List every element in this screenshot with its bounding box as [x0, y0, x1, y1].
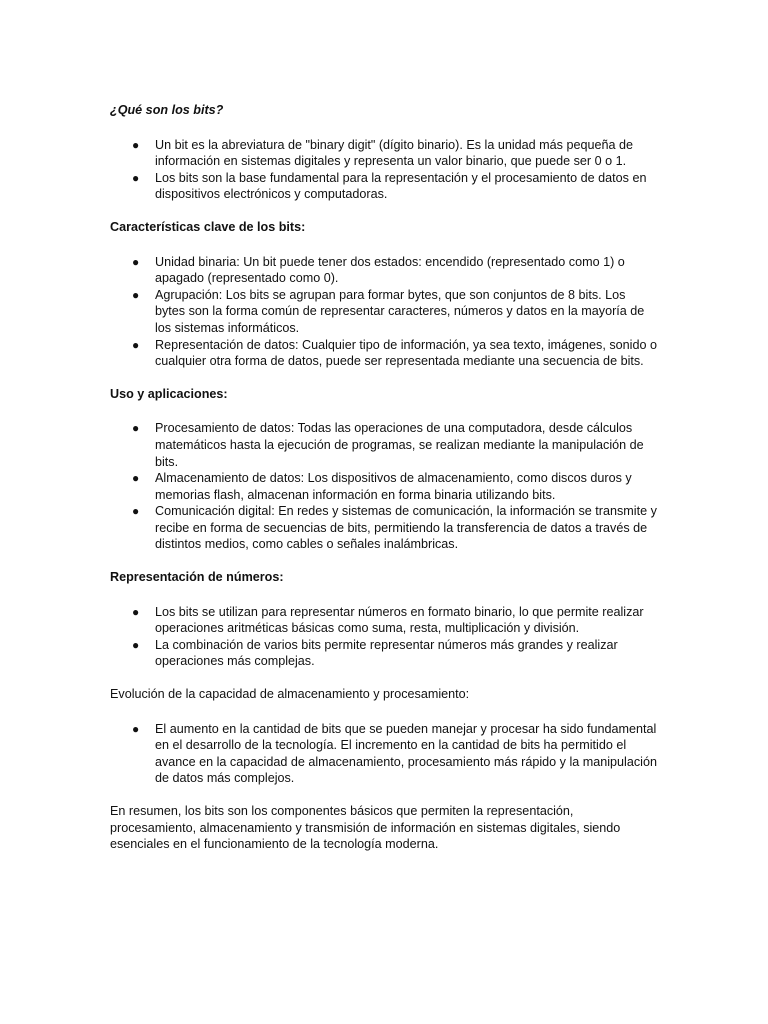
bullet-icon: ●	[132, 137, 140, 152]
bullet-icon: ●	[132, 337, 140, 352]
list-item-text: Representación de datos: Cualquier tipo de información, ya sea texto, imágenes, sonido o cualquier otra forma de datos, puede ser representada mediante una secuencia de bits.	[155, 337, 657, 369]
document-page	[110, 102, 658, 853]
section-heading-que-son-los-bits: ¿Qué son los bits?	[110, 103, 224, 117]
bullet-icon: ●	[132, 254, 140, 269]
list-item	[110, 721, 658, 787]
list-item-text: La combinación de varios bits permite representar números más grandes y realizar operaciones más complejas.	[155, 637, 618, 669]
section-heading-uso-aplicaciones: Uso y aplicaciones:	[110, 386, 228, 401]
bullet-list-uso-aplicaciones	[110, 420, 658, 553]
list-item-text: Unidad binaria: Un bit puede tener dos estados: encendido (representado como 1) o apagado (representado como 0).	[155, 254, 625, 286]
list-item-text: Agrupación: Los bits se agrupan para formar bytes, que son conjuntos de 8 bits. Los bytes son la forma común de representar caracteres, números y datos en la mayoría de los sistemas informáticos.	[155, 287, 645, 335]
bullet-icon: ●	[132, 287, 140, 302]
list-item	[110, 170, 658, 203]
section-heading-evolucion: Evolución de la capacidad de almacenamiento y procesamiento:	[110, 687, 470, 702]
list-item	[110, 637, 658, 670]
bullet-icon: ●	[132, 504, 140, 519]
list-item-text: El aumento en la cantidad de bits que se pueden manejar y procesar ha sido fundamental en el desarrollo de la tecnología. El incremento en la cantidad de bits ha permitido el avance en la capacidad de almacenamiento, procesamiento más rápido y la manipulación de datos más complejos.	[155, 721, 657, 786]
bullet-icon: ●	[132, 721, 140, 736]
summary-paragraph: En resumen, los bits son los componentes básicos que permiten la representación, procesamiento, almacenamiento y transmisión de información en sistemas digitales, siendo esenciales en el funcionamiento de la tecnología moderna.	[110, 804, 621, 852]
list-item	[110, 337, 658, 370]
list-item	[110, 503, 658, 553]
list-item-text: Almacenamiento de datos: Los dispositivos de almacenamiento, como discos duros y memorias flash, almacenan información en forma binaria utilizando bits.	[155, 471, 632, 502]
bullet-icon: ●	[132, 421, 140, 436]
bullet-icon: ●	[132, 170, 140, 185]
list-item	[110, 470, 658, 503]
bullet-icon: ●	[132, 471, 140, 486]
list-item-text: Un bit es la abreviatura de "binary digit" (dígito binario). Es la unidad más pequeña de información en sistemas digitales y representa un valor binario, que puede ser 0 o 1.	[155, 137, 633, 169]
bullet-icon: ●	[132, 637, 140, 652]
list-item	[110, 420, 658, 470]
list-item-text: Comunicación digital: En redes y sistemas de comunicación, la información se transmite y recibe en forma de secuencias de bits, permitiendo la transferencia de datos a través de distintos medios, como cables o señales inalámbricas.	[155, 504, 657, 552]
list-item-text: Procesamiento de datos: Todas las operaciones de una computadora, desde cálculos matemáticos hasta la ejecución de programas, se realizan mediante la manipulación de bits.	[155, 421, 644, 469]
bullet-list-representacion-numeros	[110, 604, 658, 670]
bullet-list-que-son-los-bits	[110, 137, 658, 203]
section-heading-representacion-numeros: Representación de números:	[110, 570, 284, 585]
list-item	[110, 254, 658, 287]
list-item-text: Los bits se utilizan para representar números en formato binario, lo que permite realizar operaciones aritméticas básicas como suma, resta, multiplicación y división.	[155, 604, 644, 636]
section-heading-caracteristicas: Características clave de los bits:	[110, 219, 306, 234]
bullet-list-evolucion	[110, 721, 658, 787]
list-item	[110, 137, 658, 170]
list-item	[110, 604, 658, 637]
bullet-icon: ●	[132, 604, 140, 619]
list-item-text: Los bits son la base fundamental para la representación y el procesamiento de datos en dispositivos electrónicos y computadoras.	[155, 170, 647, 202]
bullet-list-caracteristicas	[110, 254, 658, 370]
list-item	[110, 287, 658, 337]
